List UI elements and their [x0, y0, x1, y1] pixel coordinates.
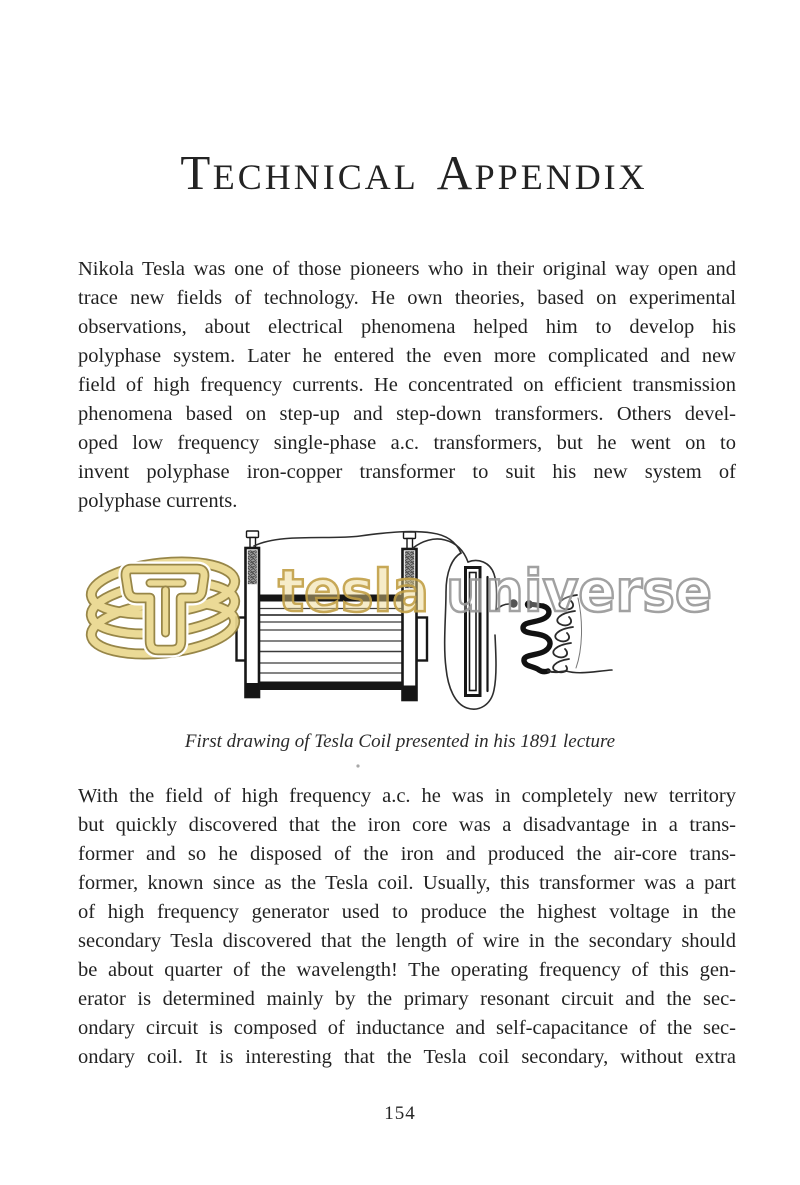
body-line: of high frequency generator used to produce the highest voltage in the — [78, 901, 736, 923]
body-line: phenomena based on step-up and step-down transformers. Others devel- — [78, 403, 736, 425]
body-line: trace new fields of technology. He own theories, based on experimental — [78, 287, 736, 309]
body-line: invent polyphase iron-copper transformer to suit his new system of — [78, 461, 736, 483]
body-line: polyphase system. Later he entered the even more complicated and new — [78, 345, 736, 367]
paragraph-1 — [78, 255, 736, 516]
tesla-universe-watermark — [89, 556, 712, 661]
title-word-appendix: APPENDIX — [436, 145, 648, 200]
body-line: erator is determined mainly by the primary resonant circuit and the sec- — [78, 988, 736, 1010]
tesla-universe-logo-icon — [89, 556, 237, 661]
body-line: oped low frequency single-phase a.c. transformers, but he went on to — [78, 432, 736, 454]
scan-speck — [356, 764, 359, 767]
body-line: former, known since as the Tesla coil. Usually, this transformer was a part — [78, 872, 736, 894]
body-line: observations, about electrical phenomena helped him to develop his — [78, 316, 736, 338]
body-line: With the field of high frequency a.c. he was in completely new territory — [78, 785, 736, 807]
body-line: polyphase currents. — [78, 490, 238, 512]
body-line: be about quarter of the wavelength! The operating frequency of this gen- — [78, 959, 736, 981]
page-title — [14, 145, 800, 200]
page-number: 154 — [384, 1103, 416, 1124]
watermark-word-tesla: tesla — [278, 557, 429, 625]
body-line: ondary circuit is composed of inductance and self-capacitance of the sec- — [78, 1017, 736, 1039]
title-word-technical: TECHNICAL — [180, 145, 419, 200]
body-line: former and so he disposed of the iron and produced the air-core trans- — [78, 843, 736, 865]
body-line: ondary coil. It is interesting that the Tesla coil secondary, without extra — [78, 1046, 736, 1068]
body-line: but quickly discovered that the iron core was a disadvantage in a trans- — [78, 814, 736, 836]
figure-caption: First drawing of Tesla Coil presented in his 1891 lecture — [184, 731, 616, 752]
body-line: secondary Tesla discovered that the length of wire in the secondary should — [78, 930, 736, 952]
watermark-word-universe: universe — [446, 557, 712, 625]
paragraph-2 — [78, 782, 736, 1072]
body-line: Nikola Tesla was one of those pioneers who in their original way open and — [78, 258, 736, 280]
body-line: field of high frequency currents. He concentrated on efficient transmission — [78, 374, 736, 396]
